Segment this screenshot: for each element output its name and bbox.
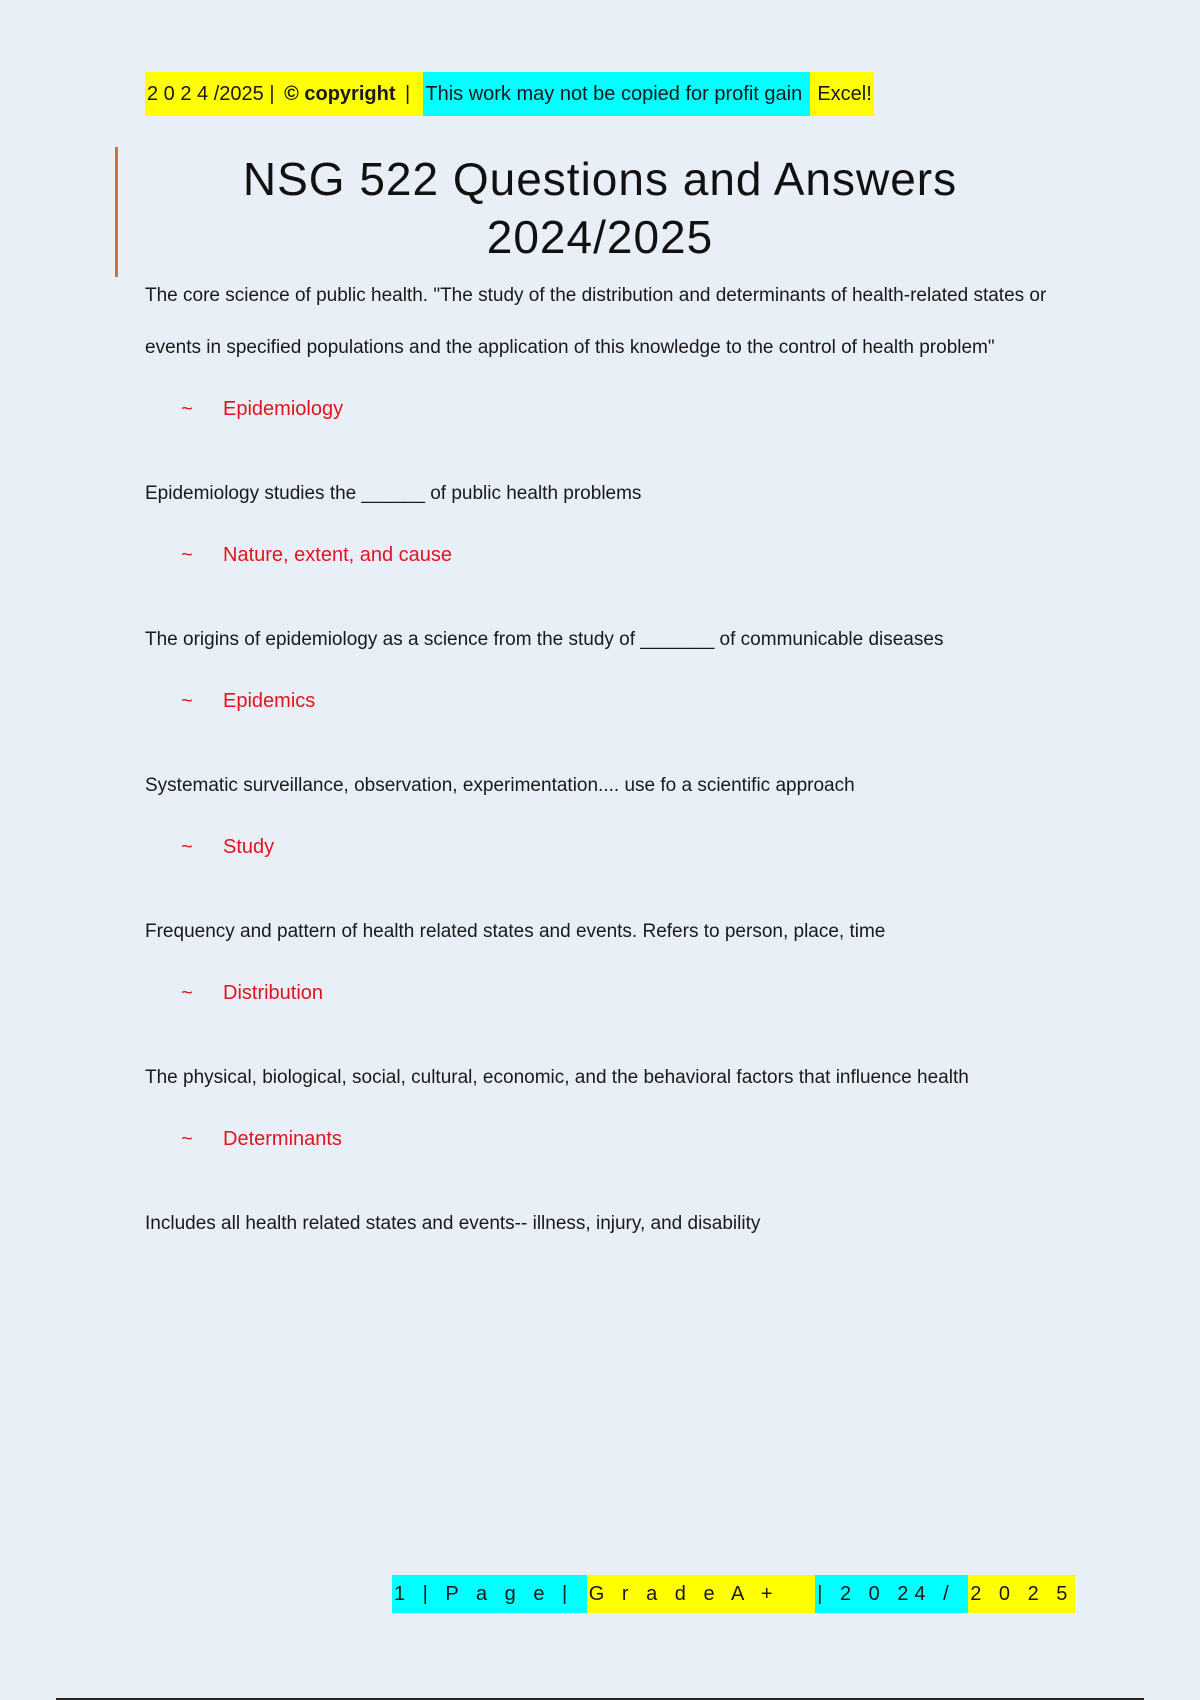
footer-year-b: 2 0 2 5	[968, 1575, 1075, 1613]
question: The core science of public health. "The study of the distribution and determinants of health-related states or events in specified populations and the application of this knowledge to the control of health problem"	[145, 285, 1047, 358]
answer-text: Determinants	[223, 1128, 342, 1150]
answer-text: Epidemiology	[223, 398, 344, 420]
answer-text: Epidemics	[223, 690, 316, 712]
question: The origins of epidemiology as a science from the study of _______ of communicable diseases	[145, 629, 944, 650]
answer-text: Distribution	[223, 982, 324, 1004]
header-year: 2 0 2 4 /2025 |	[145, 72, 282, 116]
question: Includes all health related states and events-- illness, injury, and disability	[145, 1213, 761, 1234]
answer-text: Study	[223, 836, 275, 858]
footer-page-number: 1 | P a g e |	[392, 1575, 587, 1613]
answer	[145, 686, 1050, 716]
header-notice: This work may not be copied for profit gain	[423, 72, 809, 116]
answer	[145, 394, 1050, 424]
title-line-1: NSG 522 Questions and Answers	[242, 153, 958, 205]
answer	[145, 978, 1050, 1008]
answer-text: Nature, extent, and cause	[223, 544, 453, 566]
answer-marker: ~	[181, 982, 193, 1004]
answer-marker: ~	[181, 398, 193, 420]
answer-marker: ~	[181, 1128, 193, 1150]
answer-marker: ~	[181, 690, 193, 712]
question: Frequency and pattern of health related states and events. Refers to person, place, time	[145, 921, 886, 942]
copyright-header	[145, 72, 874, 116]
answer	[145, 1124, 1050, 1154]
title-accent-bar	[115, 147, 118, 277]
page-footer	[392, 1575, 1075, 1613]
footer-grade: G r a d e A +	[587, 1575, 815, 1613]
answer-marker: ~	[181, 544, 193, 566]
question: Systematic surveillance, observation, experimentation.... use fo a scientific approach	[145, 775, 855, 796]
answer-marker: ~	[181, 836, 193, 858]
document-title	[140, 150, 1060, 266]
title-line-2: 2024/2025	[486, 211, 714, 263]
header-copyright: © copyright	[282, 72, 397, 116]
question: The physical, biological, social, cultural, economic, and the behavioral factors that influence health	[145, 1067, 969, 1088]
answer	[145, 540, 1050, 570]
footer-year-a: | 2 0 24 /	[815, 1575, 968, 1613]
answer	[145, 832, 1050, 862]
header-excel: Excel!	[810, 72, 874, 116]
question: Epidemiology studies the ______ of public health problems	[145, 483, 642, 504]
header-separator: |	[397, 72, 423, 116]
qa-list	[145, 270, 1050, 1250]
